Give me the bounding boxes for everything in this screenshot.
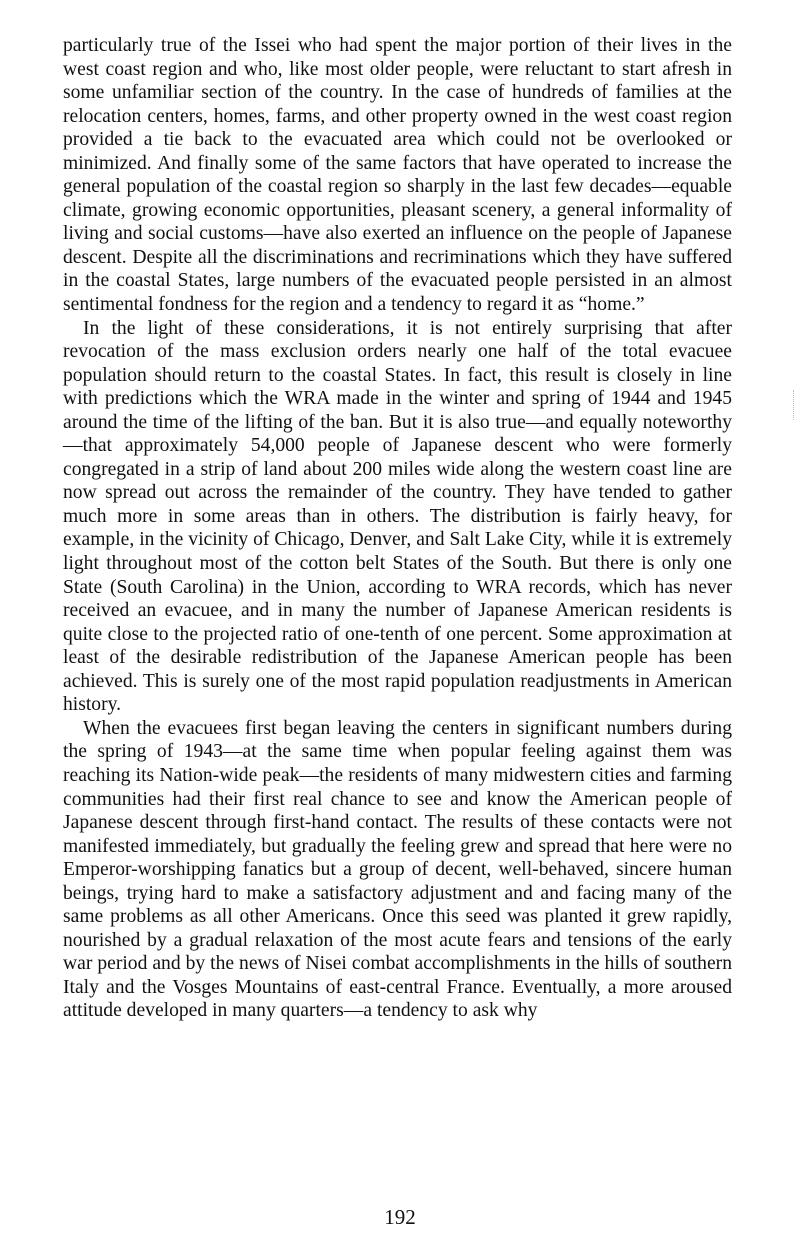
- page-number: 192: [384, 1205, 416, 1229]
- paragraph-continued: particularly true of the Issei who had spent the major portion of their lives in the west coast region and who, like most older people, were reluctant to start afresh in some unfamiliar section of the country. In the case of hundreds of families at the relocation centers, homes, farms, and other property owned in the west coast region provided a tie back to the evacuated area which could not be overlooked or minimized. And finally some of the same factors that have operated to increase the general population of the coastal region so sharply in the last few decades—equable climate, growing economic opportunities, pleasant scenery, a general informality of living and social customs—have also exerted an influence on the people of Japanese descent. Despite all the discriminations and recriminations which they have suffered in the coastal States, large numbers of the evacuated people persisted in an almost sentimental fondness for the region and a tendency to regard it as “home.”: [63, 35, 732, 316]
- scan-edge-marks: [793, 390, 798, 420]
- paragraph-relocation-distribution: In the light of these considerations, it is not entirely surprising that after revocation of the mass exclusion orders nearly one half of the total evacuee population should return to the coastal States. In fact, this result is closely in line with predictions which the WRA made in the winter and spring of 1944 and 1945 around the time of the lifting of the ban. But it is also true—and equally noteworthy—that approximately 54,000 people of Japanese descent who were formerly congregated in a strip of land about 200 miles wide along the western coast line are now spread out across the remainder of the country. They have tended to gather much more in some areas than in others. The distribution is fairly heavy, for example, in the vicinity of Chicago, Denver, and Salt Lake City, while it is extremely light throughout most of the cotton belt States of the South. But there is only one State (South Carolina) in the Union, according to WRA records, which has never received an evacuee, and in many the number of Japanese American residents is quite close to the projected ratio of one-tenth of one percent. Some approximation at least of the desirable redistribution of the Japanese American people has been achieved. This is surely one of the most rapid population readjustments in American history.: [63, 317, 732, 716]
- paragraph-evacuee-contacts: When the evacuees first began leaving the centers in significant numbers during the spring of 1943—at the same time when popular feeling against them was reaching its Nation-wide peak—the residents of many midwestern cities and farming communities had their first real chance to see and know the American people of Japanese descent through first-hand contact. The results of these contacts were not manifested immediately, but gradually the feeling grew and spread that here were no Emperor-worshipping fanatics but a group of decent, well-behaved, sincere human beings, trying hard to make a satisfactory adjustment and and facing many of the same problems as all other Americans. Once this seed was planted it grew rapidly, nourished by a gradual relaxation of the most acute fears and tensions of the early war period and by the news of Nisei combat accomplishments in the hills of southern Italy and the Vosges Mountains of east-central France. Eventually, a more aroused attitude developed in many quarters—a tendency to ask why: [63, 717, 732, 1022]
- page-body: [63, 34, 732, 1023]
